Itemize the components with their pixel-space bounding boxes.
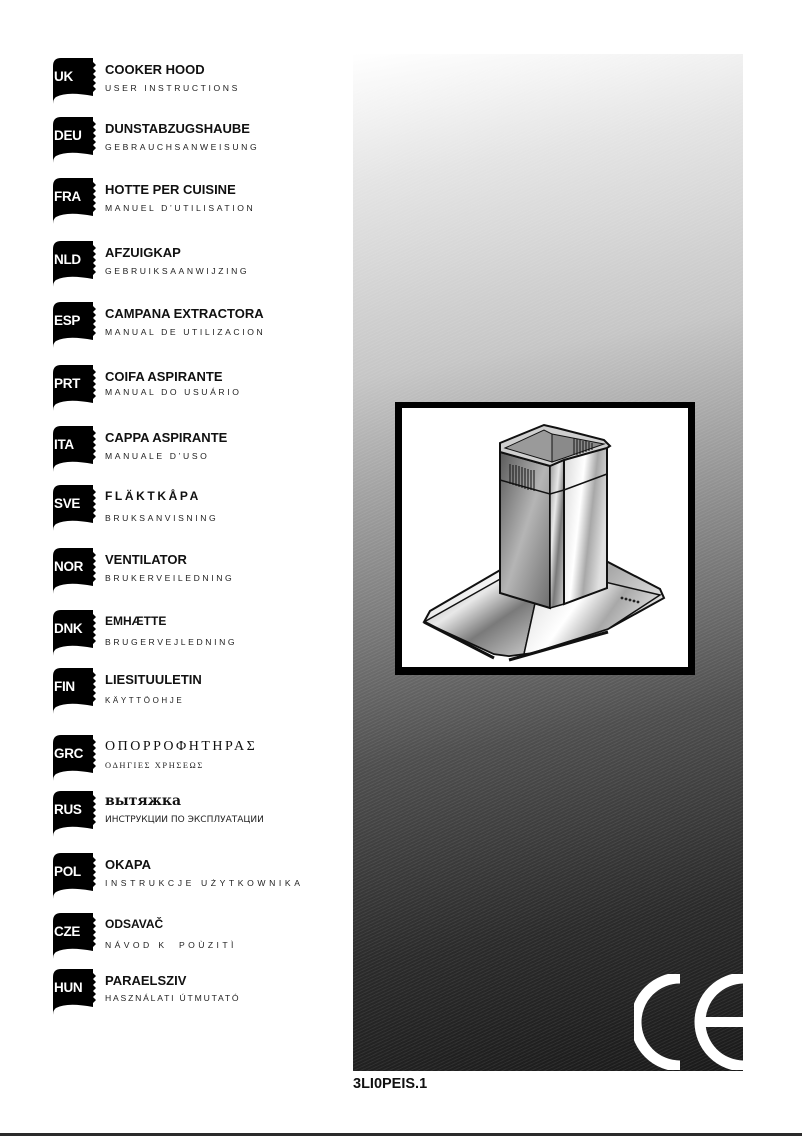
- manual-subtitle: MANUEL D’UTILISATION: [105, 203, 256, 213]
- cooker-hood-illustration-icon: [402, 408, 688, 667]
- flag-badge-icon: [53, 791, 97, 837]
- language-code: CZE: [54, 924, 81, 939]
- product-photo-frame: [395, 402, 695, 675]
- lang-row-fra: [53, 178, 343, 226]
- product-title: CAMPANA EXTRACTORA: [105, 306, 264, 321]
- lang-row-nld: [53, 241, 343, 289]
- flag-badge-icon: [53, 178, 97, 224]
- lang-row-sve: [53, 485, 343, 533]
- product-title: AFZUIGKAP: [105, 245, 181, 260]
- lang-row-nor: [53, 548, 343, 596]
- product-title: вытяжка: [105, 793, 182, 809]
- lang-row-grc: [53, 735, 343, 783]
- flag-badge-icon: [53, 610, 97, 656]
- product-title: PARAELSZIV: [105, 973, 187, 988]
- flag-badge-icon: [53, 117, 97, 163]
- flag-badge-icon: [53, 365, 97, 411]
- flag-badge-icon: [53, 548, 97, 594]
- manual-subtitle: HASZNÁLATI ÚTMUTATÓ: [105, 993, 241, 1003]
- manual-subtitle: MANUALE D’USO: [105, 451, 210, 461]
- manual-subtitle: BRUGERVEJLEDNING: [105, 637, 238, 647]
- product-title: ΟΠΟΡΡΟΦΗΤΗΡΑΣ: [105, 739, 258, 754]
- language-code: DEU: [54, 128, 82, 143]
- manual-subtitle: NÁVOD K POÙZITÌ: [105, 940, 237, 950]
- lang-row-rus: [53, 791, 343, 839]
- language-code: HUN: [54, 980, 83, 995]
- flag-badge-icon: [53, 913, 97, 959]
- manual-subtitle: INSTRUKCJE UŻYTKOWNIKA: [105, 878, 304, 888]
- product-title: EMHÆTTE: [105, 614, 167, 628]
- lang-row-uk: [53, 58, 343, 106]
- product-title: ODSAVAČ: [105, 917, 164, 931]
- flag-badge-icon: [53, 969, 97, 1015]
- product-title: FLÄKTKÅPA: [105, 489, 201, 503]
- flag-badge-icon: [53, 853, 97, 899]
- lang-row-hun: [53, 969, 343, 1017]
- product-title: COOKER HOOD: [105, 62, 205, 77]
- flag-badge-icon: [53, 668, 97, 714]
- language-code: NOR: [54, 559, 84, 574]
- lang-row-cze: [53, 913, 343, 961]
- lang-row-fin: [53, 668, 343, 716]
- language-code: FRA: [54, 189, 81, 204]
- product-title: OKAPA: [105, 857, 151, 872]
- flag-badge-icon: [53, 58, 97, 104]
- language-code: ITA: [54, 437, 74, 452]
- language-code: RUS: [54, 802, 82, 817]
- product-title: HOTTE PER CUISINE: [105, 182, 236, 197]
- language-code: SVE: [54, 496, 81, 511]
- manual-subtitle: BRUKSANVISNING: [105, 513, 219, 523]
- manual-subtitle: ИНСТРУКЦИИ ПО ЭКСПЛУАТАЦИИ: [105, 815, 264, 825]
- language-code: FIN: [54, 679, 75, 694]
- flag-badge-icon: [53, 735, 97, 781]
- language-code: PRT: [54, 376, 81, 391]
- language-code: GRC: [54, 746, 84, 761]
- manual-subtitle: GEBRUIKSAANWIJZING: [105, 266, 250, 276]
- document-code: 3LI0PEIS.1: [353, 1076, 428, 1092]
- flag-badge-icon: [53, 426, 97, 472]
- flag-badge-icon: [53, 485, 97, 531]
- product-title: DUNSTABZUGSHAUBE: [105, 121, 250, 136]
- language-code: DNK: [54, 621, 83, 636]
- cover-panel: [353, 54, 743, 1071]
- product-title: LIESITUULETIN: [105, 672, 202, 687]
- lang-row-esp: [53, 302, 343, 350]
- product-title: CAPPA ASPIRANTE: [105, 430, 228, 445]
- manual-subtitle: GEBRAUCHSANWEISUNG: [105, 142, 260, 152]
- lang-row-prt: [53, 365, 343, 413]
- manual-subtitle: KÄYTTÖOHJE: [105, 696, 185, 705]
- ce-mark-icon: [634, 974, 743, 1070]
- flag-badge-icon: [53, 302, 97, 348]
- product-photo: [402, 408, 688, 667]
- language-code: NLD: [54, 252, 81, 267]
- flag-badge-icon: [53, 241, 97, 287]
- manual-subtitle: MANUAL DO USUÁRIO: [105, 387, 242, 397]
- manual-subtitle: BRUKERVEILEDNING: [105, 573, 235, 583]
- manual-subtitle: MANUAL DE UTILIZACION: [105, 327, 266, 337]
- language-code: ESP: [54, 313, 81, 328]
- lang-row-dnk: [53, 610, 343, 658]
- manual-subtitle: USER INSTRUCTIONS: [105, 83, 240, 93]
- lang-row-ita: [53, 426, 343, 474]
- lang-row-deu: [53, 117, 343, 165]
- language-code: UK: [54, 69, 73, 84]
- manual-subtitle: ΟΔΗΓΙΕΣ ΧΡΗΣΕΩΣ: [105, 761, 204, 770]
- product-title: COIFA ASPIRANTE: [105, 369, 223, 384]
- product-title: VENTILATOR: [105, 552, 187, 567]
- lang-row-pol: [53, 853, 343, 901]
- language-code: POL: [54, 864, 81, 879]
